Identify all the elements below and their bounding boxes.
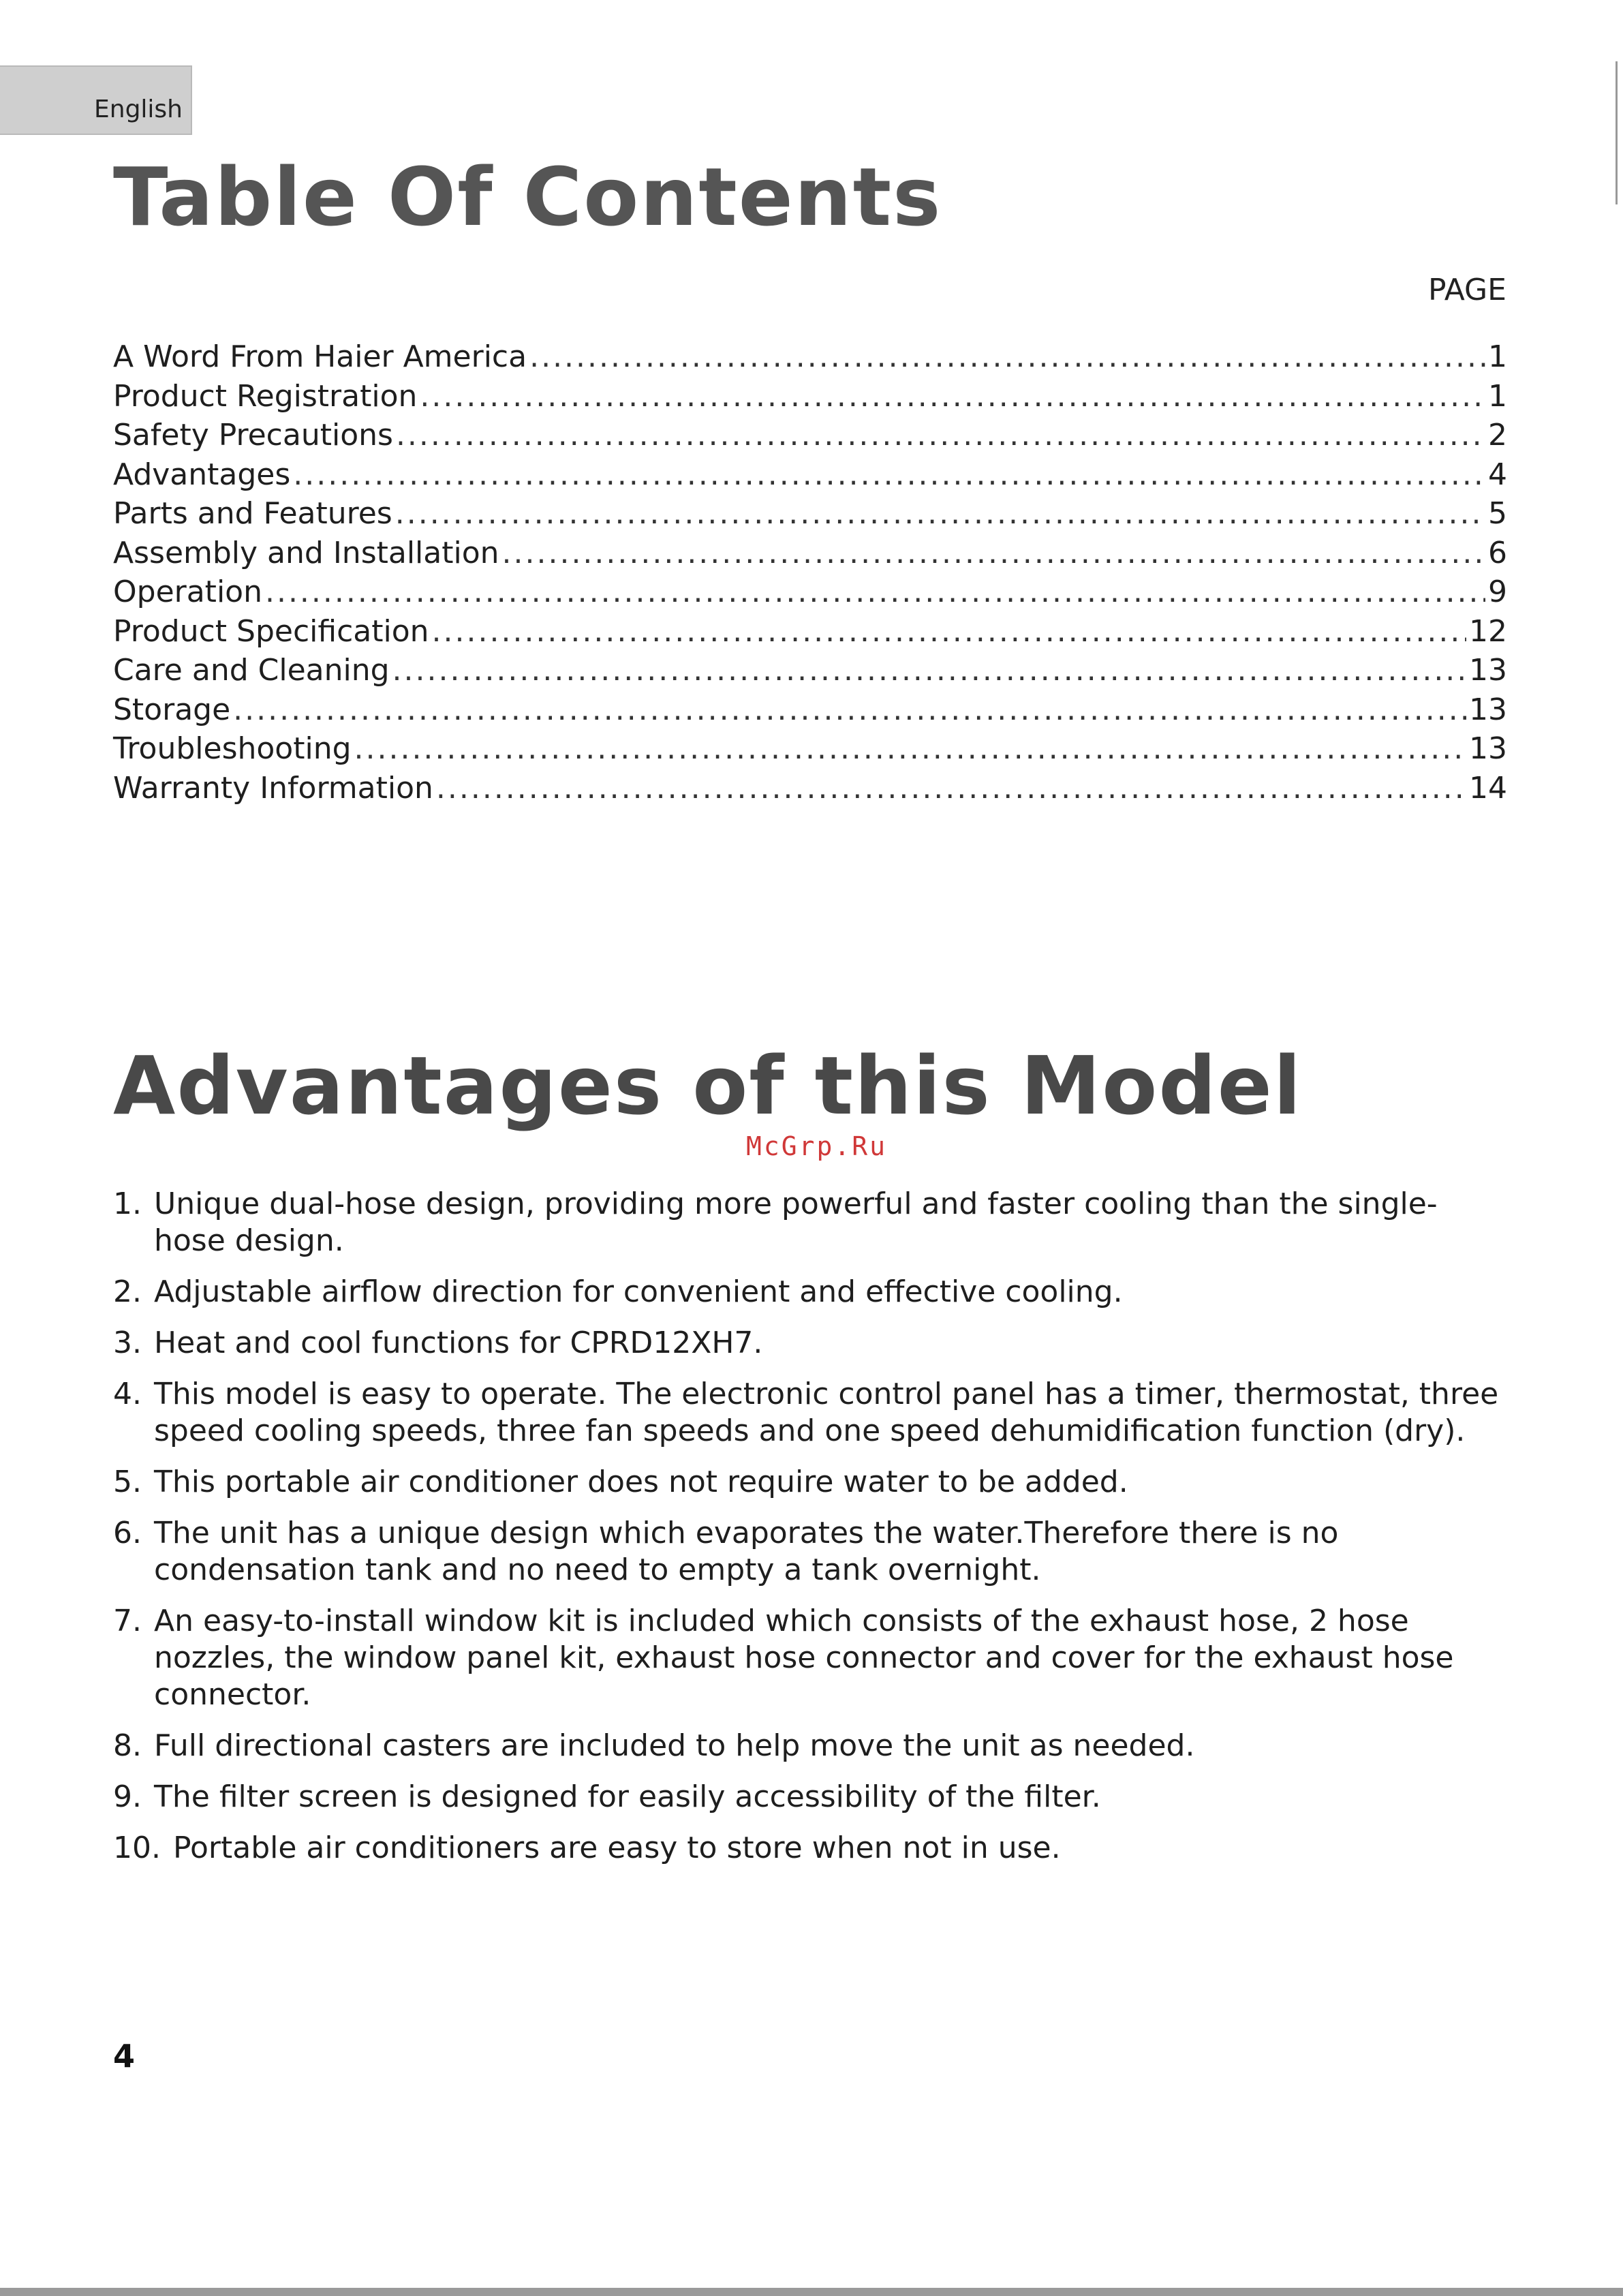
watermark: McGrp.Ru xyxy=(746,1131,888,1161)
advantage-item xyxy=(113,1376,1507,1450)
toc-entry-title: Advantages xyxy=(113,457,291,492)
bottom-scan-band xyxy=(0,2288,1623,2296)
toc-entry-page: 13 xyxy=(1469,653,1507,688)
toc-entry-page: 1 xyxy=(1488,378,1507,414)
toc-entry-title: Product Registration xyxy=(113,378,418,414)
toc-leader-dots xyxy=(293,457,1485,492)
toc-entry[interactable] xyxy=(113,418,1507,457)
advantage-text: Unique dual-hose design, providing more powerful and faster cooling than the single-hose design. xyxy=(154,1187,1438,1258)
advantage-number: 2. xyxy=(113,1274,142,1309)
advantage-text: Heat and cool functions for CPRD12XH7. xyxy=(154,1326,763,1360)
advantage-number: 6. xyxy=(113,1516,142,1550)
advantage-text: This model is easy to operate. The electronic control panel has a timer, thermostat, three speed cooling speeds, three fan speeds and one speed dehumidification function (dry). xyxy=(154,1377,1499,1448)
toc-entry-page: 2 xyxy=(1488,418,1507,453)
toc-entry-page: 5 xyxy=(1488,496,1507,531)
advantage-text: An easy-to-install window kit is included which consists of the exhaust hose, 2 hose nozzles, the window panel kit, exhaust hose connector and cover for the exhaust hose connector. xyxy=(154,1604,1454,1712)
toc-entry[interactable] xyxy=(113,731,1507,771)
advantage-item xyxy=(113,1728,1507,1764)
toc-entry-title: A Word From Haier America xyxy=(113,339,527,374)
advantage-text: Portable air conditioners are easy to store when not in use. xyxy=(173,1831,1061,1865)
toc-entry-page: 13 xyxy=(1469,731,1507,766)
toc-title: Table Of Contents xyxy=(113,150,942,244)
toc-entry-title: Assembly and Installation xyxy=(113,535,499,570)
toc-entry[interactable] xyxy=(113,771,1507,810)
toc-leader-dots xyxy=(233,692,1466,727)
toc-entry-title: Parts and Features xyxy=(113,496,392,531)
toc-leader-dots xyxy=(392,653,1466,688)
toc-entry-page: 13 xyxy=(1469,692,1507,727)
toc-leader-dots xyxy=(436,771,1466,806)
advantages-title: Advantages of this Model xyxy=(113,1039,1303,1133)
advantage-number: 7. xyxy=(113,1604,142,1638)
advantage-number: 8. xyxy=(113,1728,142,1763)
toc-entry-page: 14 xyxy=(1469,770,1507,806)
toc-entry-title: Product Specification xyxy=(113,613,429,649)
toc-leader-dots xyxy=(265,575,1485,609)
toc-entry[interactable] xyxy=(113,614,1507,654)
toc-entry-page: 6 xyxy=(1488,535,1507,570)
advantage-item xyxy=(113,1464,1507,1501)
toc-entry-page: 4 xyxy=(1488,457,1507,492)
toc-leader-dots xyxy=(396,418,1485,453)
toc-entry-title: Operation xyxy=(113,575,262,609)
toc-entry[interactable] xyxy=(113,692,1507,732)
page-number: 4 xyxy=(113,2038,136,2075)
advantage-item xyxy=(113,1325,1507,1362)
advantage-item xyxy=(113,1274,1507,1311)
advantage-text: Adjustable airflow direction for convenient and effective cooling. xyxy=(154,1274,1123,1309)
advantage-text: The filter screen is designed for easily accessibility of the filter. xyxy=(154,1779,1101,1814)
advantage-item xyxy=(113,1603,1507,1713)
advantage-number: 9. xyxy=(113,1779,142,1814)
advantage-number: 5. xyxy=(113,1465,142,1499)
advantage-number: 4. xyxy=(113,1377,142,1411)
advantage-text: This portable air conditioner does not require water to be added. xyxy=(154,1465,1128,1499)
advantage-number: 10. xyxy=(113,1831,161,1865)
toc-entry-page: 12 xyxy=(1469,613,1507,649)
toc-entry[interactable] xyxy=(113,536,1507,575)
toc-entry-title: Care and Cleaning xyxy=(113,653,390,688)
toc-leader-dots xyxy=(502,536,1485,570)
advantage-item xyxy=(113,1779,1507,1816)
toc-leader-dots xyxy=(529,339,1485,374)
toc-entry-page: 9 xyxy=(1488,575,1507,609)
toc-entry[interactable] xyxy=(113,339,1507,379)
advantage-item xyxy=(113,1830,1507,1867)
advantage-text: The unit has a unique design which evaporates the water.Therefore there is no condensation tank and no need to empty a tank overnight. xyxy=(154,1516,1339,1587)
toc-entry-title: Safety Precautions xyxy=(113,418,393,453)
language-tab-label: English xyxy=(94,95,183,123)
toc-entry[interactable] xyxy=(113,653,1507,692)
toc-entry[interactable] xyxy=(113,496,1507,536)
toc-entry-title: Storage xyxy=(113,692,231,727)
toc-page-column-label: PAGE xyxy=(1428,273,1506,307)
toc-leader-dots xyxy=(420,379,1485,414)
toc-entry-page: 1 xyxy=(1488,339,1507,374)
advantage-number: 3. xyxy=(113,1326,142,1360)
advantage-number: 1. xyxy=(113,1187,142,1221)
toc-leader-dots xyxy=(432,614,1466,649)
advantages-list xyxy=(113,1186,1507,1881)
toc-entry-title: Warranty Information xyxy=(113,770,433,806)
advantage-item xyxy=(113,1515,1507,1589)
language-tab xyxy=(0,65,192,135)
toc-leader-dots xyxy=(395,496,1485,531)
toc-list xyxy=(113,339,1507,810)
toc-entry[interactable] xyxy=(113,575,1507,614)
right-edge-rule xyxy=(1616,61,1618,204)
toc-entry[interactable] xyxy=(113,379,1507,418)
toc-entry[interactable] xyxy=(113,457,1507,497)
toc-entry-title: Troubleshooting xyxy=(113,731,352,766)
advantage-item xyxy=(113,1186,1507,1259)
toc-leader-dots xyxy=(354,731,1466,766)
advantage-text: Full directional casters are included to help move the unit as needed. xyxy=(154,1728,1195,1763)
